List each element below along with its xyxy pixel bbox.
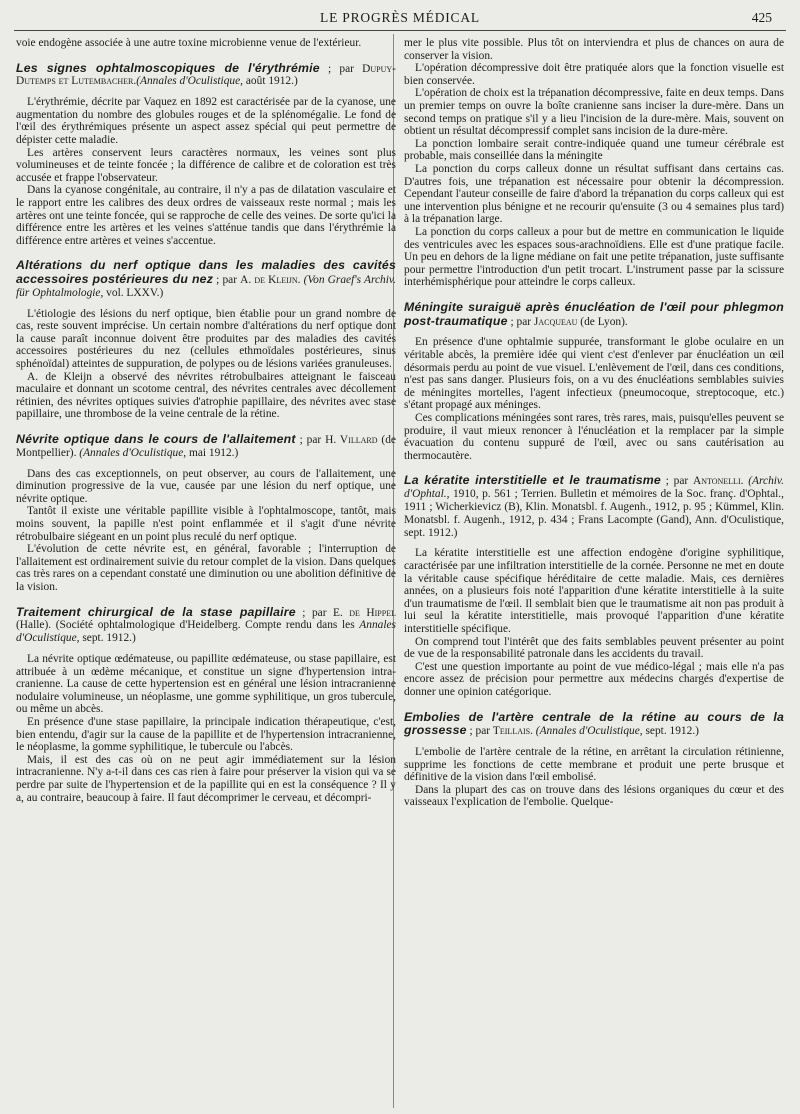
article-source: (Von Graef's Archiv. für Ophtalmologie, — [16, 274, 396, 299]
paragraph: Dans la cyanose congénitale, au contraire, il n'y a pas de dilatation vasculaire et le rapport entre les calibres des deux ordres de vaisseaux reste normal ; mais les artères ont une teinte foncée, qui se rapproche de celle des veines. De sorte qu'ici la différence entre les artères et les veines s'atténue tandis que dans l'érythrémie la différence entre artères et veines s'accentue. — [16, 184, 396, 247]
paragraph: Les artères conservent leurs caractères normaux, les veines sont plus volumineuses et de teinte foncée ; la différence de calibre et de coloration est très accusée et frappe l'observateur. — [16, 146, 396, 184]
continued-paragraph: mer le plus vite possible. Plus tôt on interviendra et plus de chances on aura de conserver la vision. — [404, 37, 784, 62]
article-keratite — [404, 474, 784, 698]
article-source: (Annales d'Oculistique, — [79, 446, 187, 459]
article-erythremie — [16, 62, 396, 248]
paragraph: En présence d'une stase papillaire, la principale indication thérapeutique, c'est, bien entendu, d'agir sur la cause de la papillite et de l'hypertension intracranienne, le néoplasme, la gomme syphilitique, le tubercule ou l'abcès. — [16, 715, 396, 754]
paragraph: A. de Kleijn a observé des névrites rétrobulbaires atteignant le faisceau maculaire et donnant un scotome central, des névrites centrales avec décollement rétinien, des névrites optiques suivies d'atrophie papillaire, des névrites avec stase papillaire, une thrombose de la veine centrale de la rétine. — [16, 370, 396, 421]
article-heading: Les signes ophtalmoscopiques de l'érythrémie ; par Dupuy-Dutemps et Lutembacher.(Annales d'Oculistique, août 1912.) — [16, 60, 396, 88]
paragraph: On comprend tout l'intérêt que des faits semblables peuvent présenter au point de vue de la responsabilité patronale dans les accidents du travail. — [404, 635, 784, 661]
article-authors: Teillais. — [492, 725, 533, 738]
paragraph: En présence d'une ophtalmie suppurée, transformant le globe oculaire en un véritable abcès, la première idée qui vient c'est d'enlever par énucléation un œil désormais perdu au point de vue visuel. L'enlèvement de l'œil, dans ces conditions, n'est pas sans danger. Plusieurs fois, on a vu des énucléations semblables suivies de méningites mortelles, l'agent infectieux (pneumocoque, streptocoque, etc.) s'étant propagé aux méninges. — [404, 336, 784, 412]
paragraph: C'est une question importante au point de vue médico-légal ; mais elle n'a pas encore assez de précision pour permettre aux médecins chargés d'expertise de donner une opinion catégorique. — [404, 660, 784, 698]
paragraph: La kératite interstitielle est une affection endogène d'origine syphilitique, caractérisée par une infiltration interstitielle de la cornée. Personne ne met en doute la véritable cause spécifique héréditaire de cette maladie. Mais, ces dernières années, on a plusieurs fois noté l'apparition d'une kératite interstitielle à la suite d'un traumatisme de l'œil. Il semblait bien que le traumatisme ait non pas produit à lui seul la kératite interstitielle, mais provoqué l'apparition d'une kératite interstitielle spécifique. — [404, 547, 784, 635]
article-source: (Annales d'Oculistique, — [532, 725, 643, 738]
paragraph: L'opération de choix est la trépanation décompressive, faite en deux temps. Dans un premier temps on ouvre la boîte cranienne sans inciser la dure-mère. Dans un second temps on pratique s'il y a lieu l'incision de la dure-mère. Mais, souvent on obtient un résultat décompressif complet sans incision de la dure-mère. — [404, 87, 784, 138]
article-heading: Altérations du nerf optique dans les maladies des cavités accessoires postérieures du nez ; par A. de Kleijn. (Von Graef's Archiv. für Ophtalmologie, vol. LXXV.) — [16, 258, 396, 299]
article-heading: Névrite optique dans le cours de l'allaitement ; par H. Villard (de Montpellier). (Annales d'Oculistique, mai 1912.) — [16, 432, 396, 459]
paragraph: La ponction du corps calleux a pour but de mettre en communication le liquide des ventricules avec les espaces sous-arachnoïdiens. Elle est d'une pratique facile. Un peu en dehors de la ligne médiane on fait une petite trépanation, juste suffisante pour permettre l'introduction d'un petit trocart. L'instrument passe par la scissure interhémisphérique pour atteindre le corps calleux. — [404, 225, 784, 289]
article-title: Traitement chirurgical de la stase papillaire — [16, 604, 296, 619]
paragraph: Dans des cas exceptionnels, on peut observer, au cours de l'allaitement, une diminution progressive de la vue, causée par une lésion du nerf optique, une névrite optique. — [16, 467, 396, 505]
paragraph: Ces complications méningées sont rares, très rares, mais, puisqu'elles peuvent se produire, il vaut mieux renoncer à l'énucléation et la remplacer par la simple évacuation du contenu suppuré de l'œil, avec ou sans cautérisation au thermocautère. — [404, 412, 784, 462]
paragraph: L'opération décompressive doit être pratiquée alors que la fonction visuelle est bien conservée. — [404, 62, 784, 87]
article-title: La kératite interstitielle et le traumatisme — [404, 473, 661, 488]
running-header — [14, 8, 786, 32]
paragraph: L'érythrémie, décrite par Vaquez en 1892 est caractérisée par de la cyanose, une augmentation du nombre des globules rouges et de la splénomégalie. Le fond de l'œil des érythrémiques présente un aspect assez spécial qui peut permettre de dépister cette maladie. — [16, 96, 396, 146]
article-title: Embolies de l'artère centrale de la rétine au cours de la grossesse — [404, 709, 784, 738]
article-title: Méningite suraiguë après énucléation de l'œil pour phlegmon post-traumatique — [404, 299, 784, 328]
article-heading: La kératite interstitielle et le traumatisme ; par Antonelli. (Archiv. d'Ophtal., 1910, p. 561 ; Terrien. Bulletin et mémoires de la Soc. franç. d'Ophtal., 1911 ; Wicherkievicz (B), Klin. Monatsbl. f. Augenh., 1912, p. 95 ; Kümmel, Klin. Monatsbl. f. Augenh., 1912, p. 434 ; Frans Lacompte (Gand), Ann. d'Oculistique, sept. 1912.) — [404, 473, 784, 539]
paragraph: La ponction du corps calleux donne un résultat suffisant dans certains cas. D'autres fois, une trépanation est nécessaire pour obtenir la décompression. Cependant l'auteur conseille de faire d'abord la trépanation du corps calleux qui est une intervention plus bénigne et ne recourir qu'ensuite (3 ou 4 semaines plus tard) à la trépanation large. — [404, 162, 784, 226]
article-meningite — [404, 301, 784, 463]
left-column — [16, 37, 396, 804]
continued-paragraph: voie endogène associée à une autre toxine microbienne venue de l'extérieur. — [16, 37, 362, 49]
article-source: Annales d'Oculistique, — [16, 619, 396, 645]
article-authors: A. de Kleijn. — [240, 274, 301, 287]
header-rule — [14, 30, 786, 31]
article-authors: E. de Hippel — [332, 606, 396, 619]
article-title: Les signes ophtalmoscopiques de l'érythrémie — [16, 60, 320, 75]
paragraph: Tantôt il existe une véritable papillite visible à l'ophtalmoscope, tantôt, mais moins souvent, la papille n'est point enflammée et il s'agit d'une névrite rétrobulbaire siégeant en un point plus reculé du nerf optique. — [16, 505, 396, 543]
article-authors: H. Villard — [325, 434, 378, 447]
right-column — [404, 37, 784, 809]
page-number: 425 — [751, 10, 772, 25]
article-nevrite-allaitement — [16, 433, 396, 594]
article-authors: Jacqueau — [533, 315, 578, 328]
article-title: Altérations du nerf optique dans les maladies des cavités accessoires postérieures du nez — [16, 258, 396, 287]
article-source: (Annales d'Oculistique, — [136, 75, 244, 88]
paragraph: L'évolution de cette névrite est, en général, favorable ; l'interruption de l'allaitement est ordinairement suivie du retour complet de la vision. Dans quelques cas très rares on a cependant constaté une diminution ou une abolition définitive de la vision. — [16, 543, 396, 593]
article-authors: Antonelli. — [692, 475, 744, 488]
paragraph: L'étiologie des lésions du nerf optique, bien établie pour un grand nombre de cas, reste souvent imprécise. Un certain nombre d'altérations du nerf optique dont la cause paraît inconnue doivent être produites par des maladies des cavités accessoires postérieures du nez (cellules ethmoïdales postérieures, sinus sphénoïdal) atteintes de suppuration, de polypes ou de lésions variées granuleuses. — [16, 307, 396, 371]
article-source: (Archiv. d'Ophtal., — [404, 475, 784, 501]
article-heading: Embolies de l'artère centrale de la rétine au cours de la grossesse ; par Teillais. (Annales d'Oculistique, sept. 1912.) — [404, 709, 784, 738]
paragraph: Mais, il est des cas où on ne peut agir immédiatement sur la lésion intracranienne. N'y a-t-il dans ces cas rien à faire pour préserver la vision qui va se perdre par suite de l'hypertension et de la papillite qui en est la conséquence ? Il y a, au contraire, beaucoup à faire. Il faut décomprimer le cerveau, et décompri- — [16, 753, 396, 804]
paragraph: La névrite optique œdémateuse, ou papillite œdémateuse, ou stase papillaire, est attribuée à un œdème mécanique, et constitue un signe d'hypertension intra-cranienne. La cause de cette hypertension est en général une lésion intracranienne nodulaire volumineuse, un néoplasme, une gomme syphilitique, un gros tubercule, ou même un abcès. — [16, 652, 396, 716]
article-nerf-optique-nez — [16, 259, 396, 421]
journal-title: LE PROGRÈS MÉDICAL — [320, 10, 480, 25]
paragraph: Dans la plupart des cas on trouve dans des lésions organiques du cœur et des vaisseaux l'explication de l'embolie. Quelque- — [404, 783, 784, 809]
article-embolies — [404, 711, 784, 810]
paragraph: L'embolie de l'artère centrale de la rétine, en arrêtant la circulation rétinienne, supprime les fonctions de cette membrane et produit une perte brusque et définitive de la vision dans l'œil embolisé. — [404, 746, 784, 784]
article-heading: Méningite suraiguë après énucléation de l'œil pour phlegmon post-traumatique ; par Jacqueau (de Lyon). — [404, 299, 784, 328]
paragraph: La ponction lombaire serait contre-indiquée quand une tumeur cérébrale est probable, mais conseillée dans la méningite — [404, 137, 784, 163]
article-stase-papillaire — [16, 606, 396, 805]
article-title: Névrite optique dans le cours de l'allaitement — [16, 432, 296, 447]
article-authors: Dupuy-Dutemps et Lutembacher. — [16, 62, 396, 88]
article-heading: Traitement chirurgical de la stase papillaire ; par E. de Hippel (Halle). (Société ophtalmologique d'Heidelberg. Compte rendu dans les Annales d'Oculistique, sept. 1912.) — [16, 604, 396, 645]
